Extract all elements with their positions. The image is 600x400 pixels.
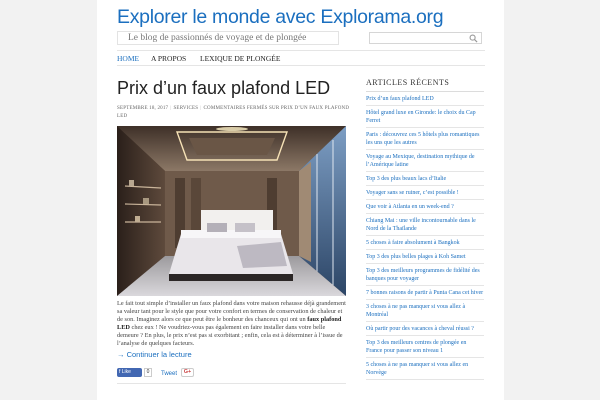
continue-reading-link[interactable]: → Continuer la lecture bbox=[117, 350, 192, 359]
nav-item-a-propos[interactable]: A PROPOS bbox=[151, 54, 187, 63]
site-tagline: Le blog de passionnés de voyage et de plongée bbox=[117, 31, 339, 45]
sidebar-title: ARTICLES RÉCENTS bbox=[366, 78, 484, 92]
recent-post-link[interactable]: 3 choses à ne pas manquer si vous allez à Montréal bbox=[366, 304, 466, 318]
recent-post-item[interactable] bbox=[366, 200, 484, 214]
recent-post-item[interactable] bbox=[366, 106, 484, 128]
post-excerpt-text-end: chez eux ! Ne voudriez-vous pas également en faire installer dans votre belle demeure ? En plus, le prix n’est pas si exorbitant ; enfin, cela est à déterminer à l’issue de l’analyse de quelques facteurs. bbox=[117, 324, 343, 347]
recent-post-link[interactable]: Top 3 des meilleurs programmes de fidélité des banques pour voyager bbox=[366, 268, 480, 282]
recent-post-item[interactable] bbox=[366, 286, 484, 300]
recent-post-link[interactable]: 5 choses à ne pas manquer si vous allez en Norvège bbox=[366, 362, 469, 376]
post-excerpt bbox=[117, 300, 346, 348]
post-featured-image[interactable] bbox=[117, 126, 346, 296]
continue-reading-label[interactable]: Continuer la lecture bbox=[126, 350, 192, 359]
recent-post-link[interactable]: 5 choses à faire absolument à Bangkok bbox=[366, 240, 460, 246]
recent-post-link[interactable]: Top 3 des meilleurs centres de plongée en France pour passer son niveau 1 bbox=[366, 340, 467, 354]
recent-post-link[interactable]: 7 bonnes raisons de partir à Punta Cana cet hiver bbox=[366, 290, 484, 296]
post-meta: SEPTEMBRE 18, 2017 | SERVICES | COMMENTAIRES FERMÉS SUR PRIX D’UN FAUX PLAFOND LED bbox=[117, 106, 350, 119]
post-title[interactable]: Prix d’un faux plafond LED bbox=[117, 78, 331, 98]
recent-post-item[interactable] bbox=[366, 150, 484, 172]
post-excerpt-keyword: faux plafond LED bbox=[117, 316, 342, 331]
post-category[interactable]: SERVICES bbox=[173, 106, 199, 111]
search-input[interactable] bbox=[369, 32, 482, 44]
recent-post-item[interactable] bbox=[366, 264, 484, 286]
recent-post-item[interactable] bbox=[366, 322, 484, 336]
nav-item-home[interactable]: HOME bbox=[117, 54, 140, 63]
recent-post-link[interactable]: Où partir pour des vacances à cheval réussi ? bbox=[366, 326, 474, 332]
recent-post-item[interactable] bbox=[366, 172, 484, 186]
google-plus-button[interactable]: G+ bbox=[181, 368, 194, 377]
recent-post-link[interactable]: Prix d’un faux plafond LED bbox=[366, 96, 434, 102]
recent-post-item[interactable] bbox=[366, 300, 484, 322]
site-title[interactable]: Explorer le monde avec Explorama.org bbox=[117, 6, 444, 28]
facebook-like-button[interactable]: f Like bbox=[117, 368, 142, 377]
recent-post-item[interactable] bbox=[366, 214, 484, 236]
recent-post-link[interactable]: Paris : découvrez ces 5 hôtels plus romantiques les uns que les autres bbox=[366, 132, 480, 146]
tweet-button[interactable]: Tweet bbox=[161, 371, 178, 377]
recent-post-item[interactable] bbox=[366, 186, 484, 200]
recent-post-link[interactable]: Voyager sans se ruiner, c’est possible ! bbox=[366, 190, 459, 196]
recent-post-item[interactable] bbox=[366, 92, 484, 106]
recent-post-link[interactable]: Top 3 des plus belles plages à Koh Samet bbox=[366, 254, 466, 260]
recent-post-link[interactable]: Hôtel grand luxe en Gironde: le choix du Cap Ferret bbox=[366, 110, 476, 124]
post-date[interactable]: SEPTEMBRE 18, 2017 bbox=[117, 106, 169, 111]
page-container bbox=[97, 0, 504, 400]
recent-post-link[interactable]: Que voir à Atlanta en un week-end ? bbox=[366, 204, 454, 210]
post-excerpt-text: Le fait tout simple d’installer un faux plafond dans votre maison rehausse déjà grandement sa valeur tant pour le style que pour votre confort en termes de conservation de chaleur et de son. Imaginez alors ce que peut être le bonheur des chanceux qui ont un bbox=[117, 300, 346, 323]
sidebar bbox=[366, 78, 484, 380]
recent-post-item[interactable] bbox=[366, 336, 484, 358]
recent-posts-list bbox=[366, 92, 484, 380]
main-navigation bbox=[117, 50, 485, 66]
recent-post-item[interactable] bbox=[366, 236, 484, 250]
recent-post-link[interactable]: Voyage au Mexique, destination mythique de l’Amérique latine bbox=[366, 154, 475, 168]
recent-post-item[interactable] bbox=[366, 128, 484, 150]
post-divider bbox=[117, 383, 346, 384]
recent-post-item[interactable] bbox=[366, 250, 484, 264]
facebook-like-label[interactable]: Like bbox=[121, 369, 131, 375]
facebook-like-count: 0 bbox=[144, 368, 152, 377]
recent-post-link[interactable]: Chiang Mai : une ville incontournable dans le Nord de la Thaïlande bbox=[366, 218, 476, 232]
search-icon[interactable] bbox=[469, 34, 478, 43]
post-comments: COMMENTAIRES FERMÉS SUR PRIX D’UN FAUX PLAFOND LED bbox=[117, 106, 350, 119]
recent-post-item[interactable] bbox=[366, 358, 484, 380]
recent-post-link[interactable]: Top 3 des plus beaux lacs d’Italie bbox=[366, 176, 447, 182]
nav-item-lexique[interactable]: LEXIQUE DE PLONGÉE bbox=[200, 54, 281, 63]
